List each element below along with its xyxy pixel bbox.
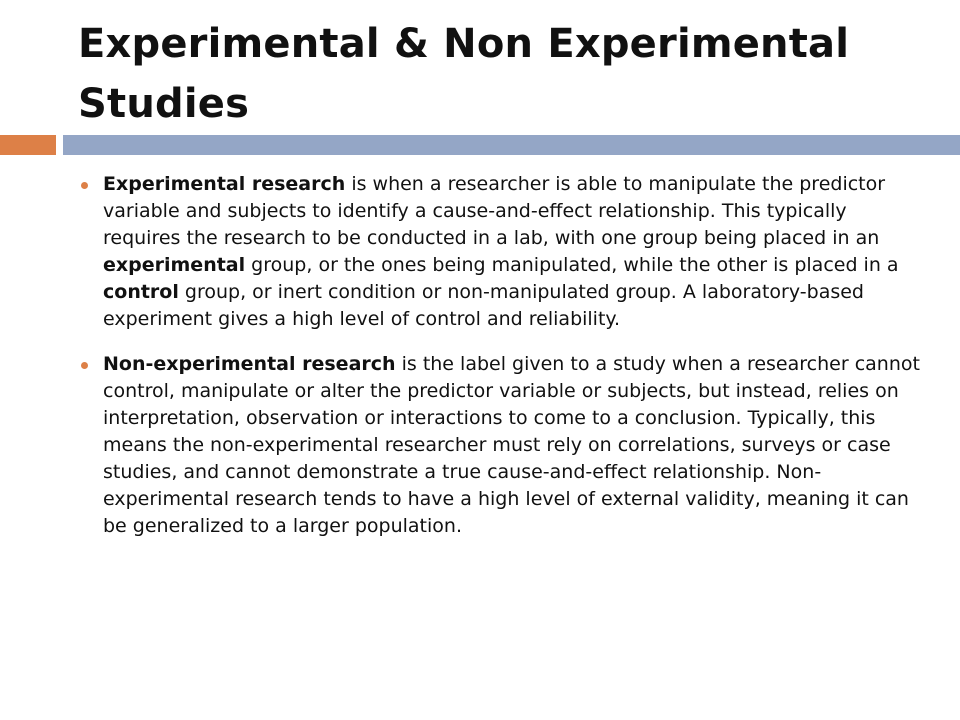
bullet-text: group, or the ones being manipulated, while the other is placed in a	[245, 254, 899, 276]
term-non-experimental-research: Non-experimental research	[103, 353, 396, 375]
bullet-item-experimental	[80, 171, 930, 333]
term-experimental-research: Experimental research	[103, 173, 346, 195]
bullet-dot-icon	[81, 362, 88, 369]
slide-title: Experimental & Non Experimental Studies	[78, 21, 850, 127]
bullet-text: is when a researcher is able to manipulate the predictor variable and subjects to identify a cause-and-effect relationship. This typically requires the research to be conducted in a lab, with one group being placed in an	[103, 173, 886, 249]
bullet-list	[80, 171, 930, 540]
term-control: control	[103, 281, 179, 303]
bullet-item-non-experimental	[80, 351, 930, 540]
title-accent-bar-right	[63, 135, 960, 155]
bullet-text: group, or inert condition or non-manipulated group. A laboratory-based experiment gives a high level of control and reliability.	[103, 281, 864, 330]
term-experimental: experimental	[103, 254, 246, 276]
title-accent-bar-left	[0, 135, 56, 155]
bullet-text: is the label given to a study when a researcher cannot control, manipulate or alter the predictor variable or subjects, but instead, relies on interpretation, observation or interactions to come to a conclusion. Typically, this means the non-experimental researcher must rely on correlations, surveys or case studies, and cannot demonstrate a true cause-and-effect relationship. Non-experimental research tends to have a high level of external validity, meaning it can be generalized to a larger population.	[103, 353, 920, 537]
bullet-dot-icon	[81, 182, 88, 189]
